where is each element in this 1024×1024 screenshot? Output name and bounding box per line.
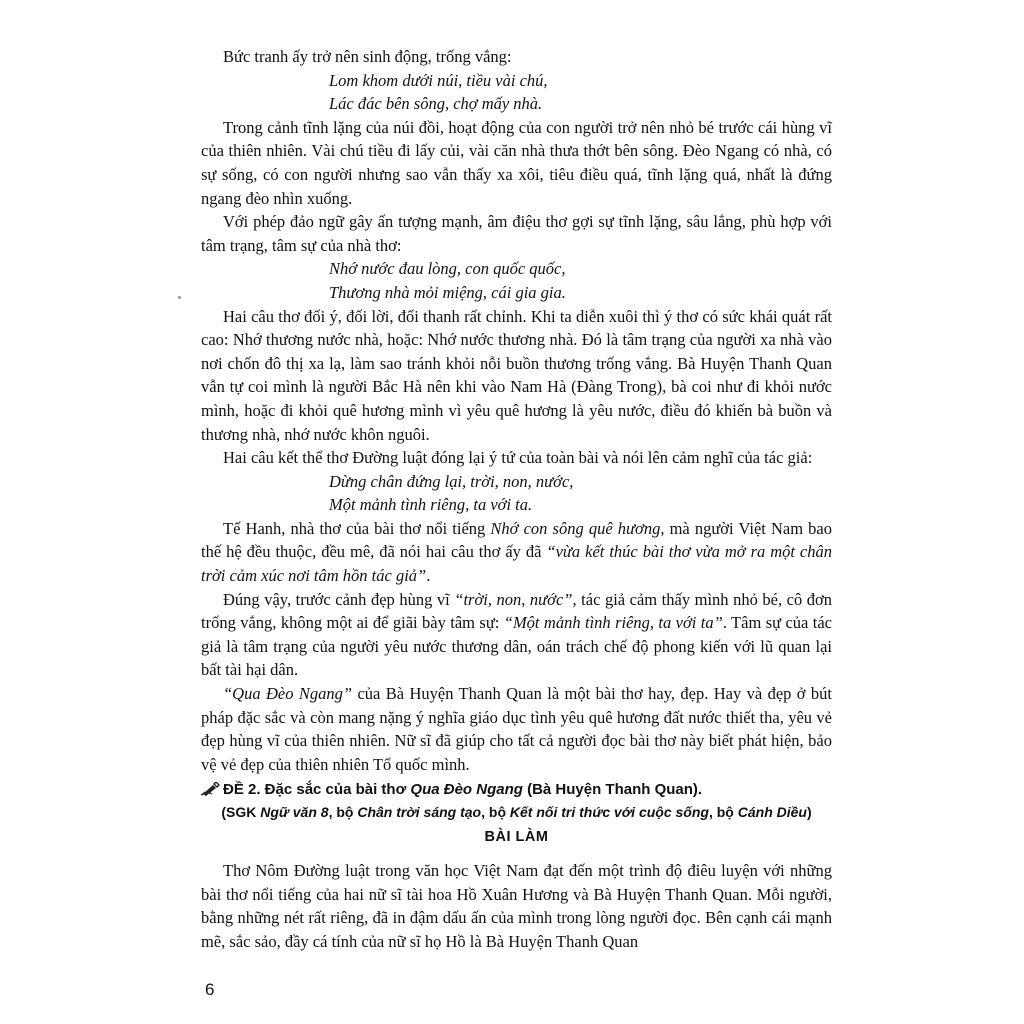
bai-lam-heading: BÀI LÀM bbox=[484, 829, 549, 845]
page-number: 6 bbox=[205, 980, 215, 999]
de2-subtitle: (SGK Ngữ văn 8, bộ Chân trời sáng tạo, bộ Kết nối tri thức với cuộc sống, bộ Cánh Diều) bbox=[221, 804, 812, 820]
pen-icon bbox=[201, 782, 221, 796]
paragraph-7: Đúng vậy, trước cảnh đẹp hùng vĩ “trời, non, nước”, tác giả cảm thấy mình nhỏ bé, cô đơn trống vắng, không một ai để giãi bày tâm sự: “Một mảnh tình riêng, ta với ta”. Tâm sự của tác giả là tâm trạng của người yêu nước thương dân, oán trách chế độ phong kiến với lũ quan lại bất tài hại dân. bbox=[201, 589, 832, 680]
verse-2 bbox=[201, 257, 832, 304]
paragraph-1: Bức tranh ấy trở nên sinh động, trống vắng: bbox=[223, 47, 512, 66]
verse-1 bbox=[201, 69, 832, 116]
paragraph-4: Hai câu thơ đối ý, đối lời, đối thanh rất chỉnh. Khi ta diễn xuôi thì ý thơ có sức khái quát rất cao: Nhớ thương nước nhà, hoặc: Nhớ nước thương nhà. Đó là tâm trạng của người xa nhà vào nơi chốn đô thị xa lạ, làm sao tránh khỏi nỗi buồn thương trống vắng. Bà Huyện Thanh Quan vẫn tự coi mình là người Bắc Hà nên khi vào Nam Hà (Đàng Trong), bà coi như đi khỏi nước mình, hoặc đi khỏi quê hương mình vì yêu quê hương là yêu nước, điều đó khiến bà buồn và thương nhà, nhớ nước khôn nguôi. bbox=[201, 306, 832, 444]
text-column bbox=[201, 45, 832, 776]
verse-line: Dừng chân đứng lại, trời, non, nước, bbox=[329, 471, 574, 491]
paragraph-2: Trong cảnh tĩnh lặng của núi đồi, hoạt động của con người trở nên nhỏ bé trước cái hùng vĩ của thiên nhiên. Vài chú tiều đi lấy củi, vài căn nhà thưa thớt bên sông. Đèo Ngang có nhà, có sự sống, có con người nhưng sao vẫn thấy xa xôi, tiêu điều quá, tĩnh lặng quá, nhất là đứng ngang đèo nhìn xuống. bbox=[201, 117, 832, 208]
print-speck bbox=[178, 296, 181, 299]
verse-3 bbox=[201, 470, 832, 517]
verse-line: Thương nhà mỏi miệng, cái gia gia. bbox=[329, 282, 566, 302]
verse-line: Nhớ nước đau lòng, con quốc quốc, bbox=[329, 259, 566, 279]
paragraph-6: Tế Hanh, nhà thơ của bài thơ nổi tiếng Nhớ con sông quê hương, mà người Việt Nam bao thế hệ đều thuộc, đều mê, đã nói hai câu thơ ấy đã “vừa kết thúc bài thơ vừa mở ra một chân trời cảm xúc nơi tâm hồn tác giả”. bbox=[201, 518, 832, 586]
paragraph-3: Với phép đảo ngữ gây ấn tượng mạnh, âm điệu thơ gợi sự tĩnh lặng, sâu lắng, phù hợp với tâm trạng, tâm sự của nhà thơ: bbox=[201, 212, 832, 255]
paragraph-5: Hai câu kết thể thơ Đường luật đóng lại ý tứ của toàn bài và nói lên cảm nghĩ của tác giả: bbox=[223, 448, 813, 468]
essay-body bbox=[201, 859, 832, 953]
verse-line: Một mảnh tình riêng, ta với ta. bbox=[329, 495, 533, 515]
paragraph-9: Thơ Nôm Đường luật trong văn học Việt Nam đạt đến một trình độ điêu luyện với những bài thơ nổi tiếng của hai nữ sĩ tài hoa Hồ Xuân Hương và Bà Huyện Thanh Quan. Mỗi người, bằng những nét rất riêng, đã in đậm dấu ấn của mình trong lòng người đọc. Bên cạnh cái mạnh mẽ, sắc sảo, đầy cá tính của nữ sĩ họ Hồ là Bà Huyện Thanh Quan bbox=[201, 861, 832, 951]
verse-line: Lác đác bên sông, chợ mấy nhà. bbox=[329, 94, 543, 114]
de2-title: ĐỀ 2. Đặc sắc của bài thơ Qua Đèo Ngang (Bà Huyện Thanh Quan). bbox=[201, 778, 832, 801]
section-heading bbox=[201, 778, 832, 850]
verse-line: Lom khom dưới núi, tiều vài chú, bbox=[329, 70, 548, 90]
paragraph-8: “Qua Đèo Ngang” của Bà Huyện Thanh Quan là một bài thơ hay, đẹp. Hay và đẹp ở bút pháp đặc sắc và còn mang nặng ý nghĩa giáo dục tình yêu quê hương đất nước thiết tha, yêu vẻ đẹp hùng vĩ của thiên nhiên. Nữ sĩ đã giúp cho tất cả người đọc bài thơ này biết phát hiện, bảo vệ vẻ đẹp của thiên nhiên Tổ quốc mình. bbox=[201, 684, 833, 774]
